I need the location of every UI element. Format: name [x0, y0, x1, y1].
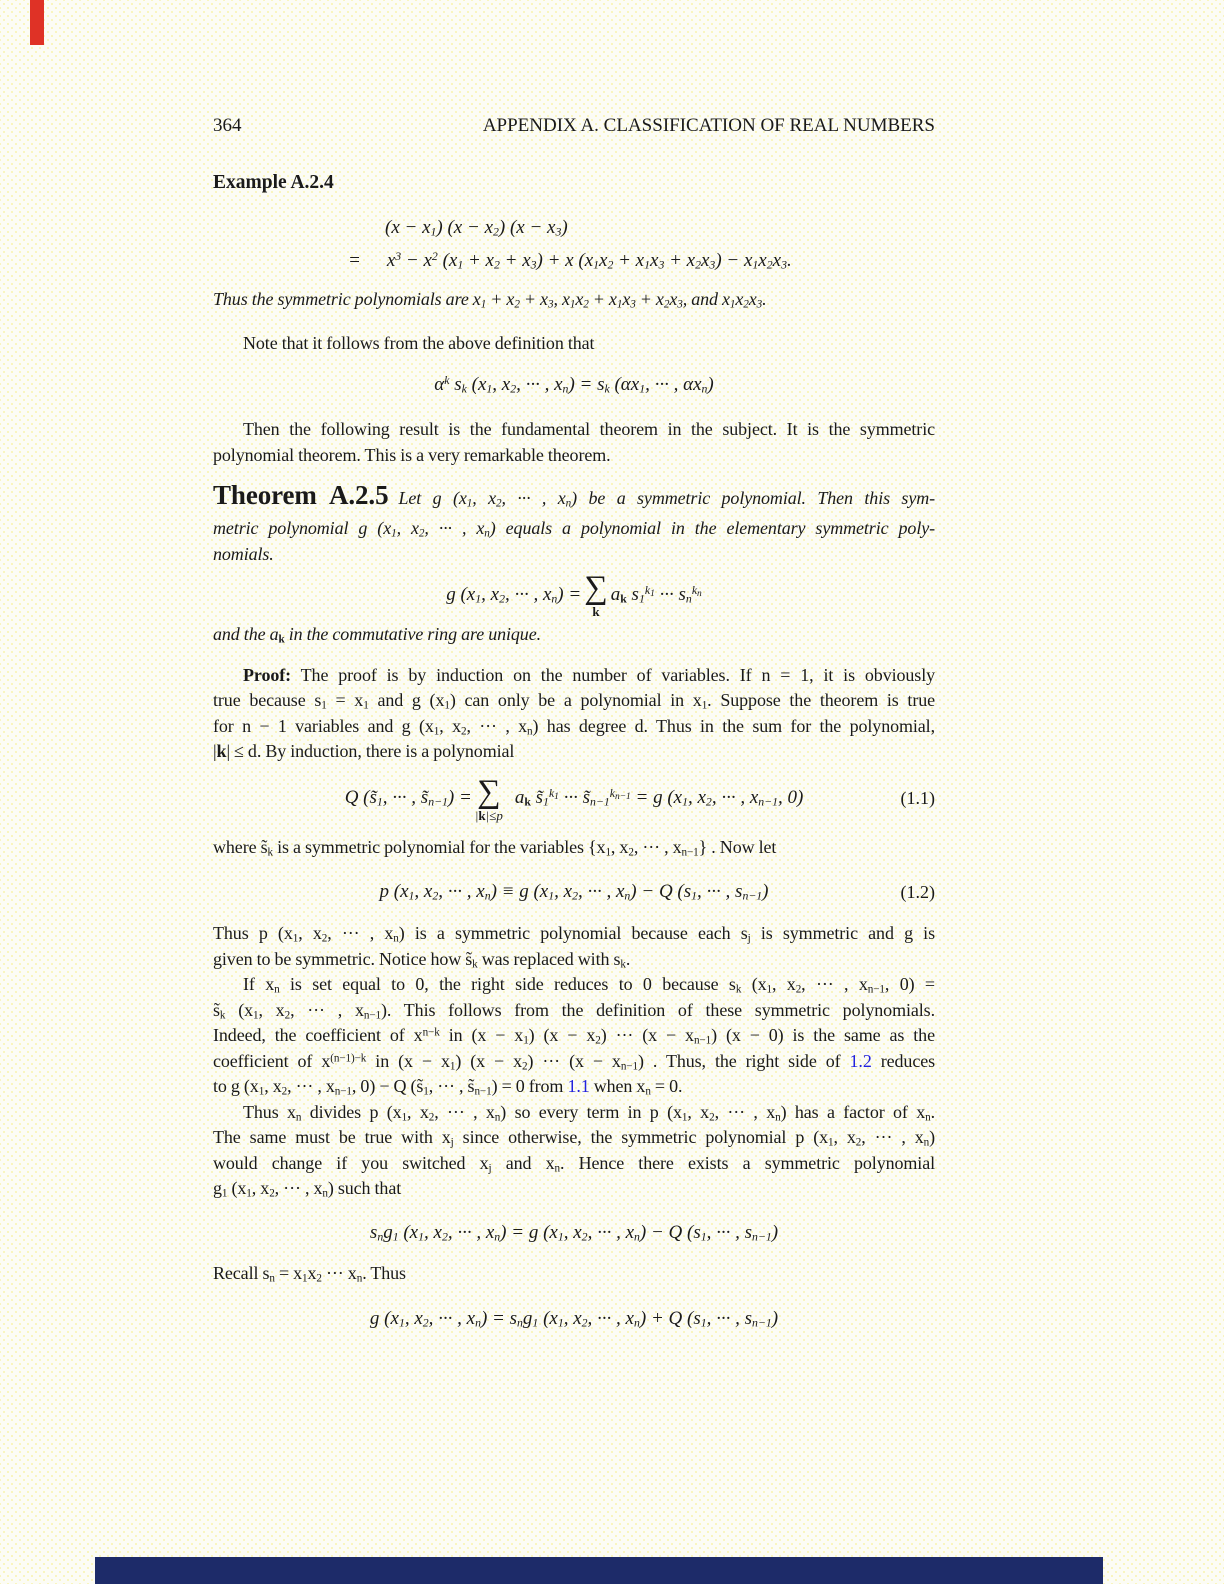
equation-rhs: $a_k$ $s̃_1^{k_1}$ ··· $s̃_{n-1}^{k_{n-1}} = g$ ($x_1$, $x_2$, ··· , $x_{n-1}$, 0) — [514, 787, 804, 809]
equation-body: g ($x_1$, $x_2$, ··· , $x_n) = s_ng_1$ ($x_1$, $x_2$, ··· , $x_n) + Q$ ($s_1$, ··· , $s_{n-1}$) — [369, 1308, 779, 1330]
theorem-equation — [213, 571, 935, 618]
equation-body: $s_ng_1$ ($x_1$, $x_2$, ··· , $x_n) = g$ ($x_1$, $x_2$, ··· , $x_n) - Q$ ($s_1$, ··· , $s_{n-1}$) — [369, 1221, 779, 1244]
page-content — [213, 0, 935, 1336]
text-line: Then the following result is the fundamental theorem in the subject. It is the symmetric — [243, 419, 935, 439]
paragraph-thus-xn — [213, 1100, 935, 1202]
equation-body: $\alpha^k$ $s_k$ ($x_1$, $x_2$, ··· , $x_n) = s_k$ ($\alpha x_1$, ··· , $\alpha x_n$) — [434, 374, 714, 396]
paragraph-thus-p — [213, 921, 935, 972]
example-equation — [213, 212, 935, 278]
equation-rhs: $x^3 - x^2$ $(x_1 + x_2 + x_3) + x$ $(x_1x_2 + x_1x_3 + x_2x_3) - x_1x_2x_3$. — [386, 250, 792, 272]
sigma-limit: k — [592, 604, 600, 619]
text-line: metric polynomial g ($x_1$, $x_2$, ··· , $x_n$) equals a polynomial in the elementary symmetric poly- — [213, 518, 935, 540]
text-line: The same must be true with $x_j$ since otherwise, the symmetric polynomial p ($x_1$, $x_2$, ··· , $x_n$) — [213, 1127, 935, 1149]
example-remark: Thus the symmetric polynomials are $x_1 + x_2 + x_3$, $x_1x_2 + x_1x_3 + x_2x_3$, and $x_1x_2x_3$. — [213, 289, 767, 311]
text-line: coefficient of $x^{(n-1)-k}$ in $(x - x_1)$ $(x - x_2)$ ··· $(x - x_{n-1})$ . Thus, the right side of 1.2 reduces — [213, 1050, 936, 1072]
paragraph-where — [213, 835, 935, 861]
text-line: If $x_n$ is set equal to 0, the right side reduces to 0 because $s_k$ ($x_1$, $x_2$, ··· , $x_{n-1}$, 0) = — [243, 974, 935, 996]
theorem-first-line — [213, 477, 935, 516]
page-number: 364 — [213, 115, 242, 136]
example-heading: Example A.2.4 — [213, 172, 334, 193]
summation — [475, 775, 503, 822]
text-line: true because $s_1 = x_1$ and g $(x_1)$ can only be a polynomial in $x_1$. Suppose the theorem is true — [213, 690, 936, 712]
sigma-symbol: ∑ — [584, 570, 608, 606]
text-line: $g_1$ ($x_1$, $x_2$, ··· , $x_n$) such that — [213, 1178, 402, 1200]
text-line: for n − 1 variables and g ($x_1$, $x_2$, ··· , $x_n$) has degree d. Thus in the sum for the polynomial, — [213, 715, 935, 737]
equation-1-1 — [213, 775, 935, 822]
paragraph-proof — [213, 663, 935, 765]
equation-final — [213, 1302, 935, 1336]
theorem-statement-start: Let g ($x_1$, $x_2$, ··· , $x_n$) be a symmetric polynomial. Then this sym- — [398, 488, 936, 510]
equation-line — [348, 244, 935, 278]
equation-body: p ($x_1$, $x_2$, ··· , $x_n) \equiv g$ ($x_1$, $x_2$, ··· , $x_n) - Q$ ($s_1$, ··· , $s_{n-1}$) — [379, 881, 769, 903]
running-head-title: APPENDIX A. CLASSIFICATION OF REAL NUMBERS — [482, 115, 935, 136]
paragraph-if-xn — [213, 972, 935, 1100]
text-line: Proof: The proof is by induction on the number of variables. If n = 1, it is obviously — [243, 664, 935, 685]
sigma-limit: |k|≤p — [474, 807, 503, 823]
paragraph-note — [213, 331, 935, 357]
text-line: where $s̃_k$ is a symmetric polynomial for the variables {$x_1$, $x_2$, ··· , $x_{n-1}$} . Now let — [213, 836, 777, 858]
equation-number: (1.1) — [900, 788, 935, 808]
summation — [584, 571, 608, 618]
text-line: $s̃_k$ ($x_1$, $x_2$, ··· , $x_{n-1}$). This follows from the definition of these symmetric polynomials. — [213, 999, 935, 1021]
text-line: Indeed, the coefficient of $x^{n-k}$ in $(x - x_1)$ $(x - x_2)$ ··· $(x - x_{n-1})$ (x − 0) is the same as the — [213, 1025, 935, 1047]
paragraph-recall — [213, 1261, 935, 1287]
equation-rhs: $a_k$ $s_1^{k_1}$ ··· $s_n^{k_n}$ — [610, 583, 702, 606]
paragraph-then — [213, 417, 935, 468]
theorem-label: Theorem A.2.5 — [213, 480, 389, 510]
text-line: to g ($x_1$, $x_2$, ··· , $x_{n-1}$, 0) − Q ($s̃_1$, ··· , $s̃_{n-1}) = 0$ from 1.1 when $x_n = 0$. — [213, 1076, 683, 1098]
equation-sn-g1 — [213, 1216, 935, 1250]
running-header — [213, 0, 935, 139]
theorem-block — [213, 477, 935, 567]
text-line: nomials. — [213, 543, 274, 564]
equation-1-2 — [213, 875, 935, 909]
text-line: given to be symmetric. Notice how $s̃_k$ was replaced with $s_k$. — [213, 948, 631, 970]
alpha-scaling-equation — [213, 368, 935, 402]
equation-number: (1.2) — [900, 882, 935, 902]
text-line: Thus p ($x_1$, $x_2$, ··· , $x_n$) is a symmetric polynomial because each $s_j$ is symmetric and g is — [213, 923, 935, 945]
equals-sign: = — [348, 250, 361, 271]
text-line: polynomial theorem. This is a very remarkable theorem. — [213, 444, 611, 465]
scan-artifact-navy — [95, 1557, 1103, 1584]
text-line: would change if you switched $x_j$ and $x_n$. Hence there exists a symmetric polynomial — [213, 1152, 935, 1174]
scan-artifact-red — [30, 0, 44, 45]
text-line: Recall $s_n = x_1x_2$ ··· $x_n$. Thus — [213, 1262, 406, 1284]
text-line: |k| ≤ d. By induction, there is a polynomial — [213, 741, 515, 761]
ref-link[interactable]: 1.1 — [567, 1076, 590, 1096]
text-line: Note that it follows from the above definition that — [243, 332, 595, 353]
equation-line: $(x - x_1)$ $(x - x_2)$ $(x - x_3)$ — [385, 217, 568, 239]
text-line: Thus $x_n$ divides p ($x_1$, $x_2$, ··· , $x_n$) so every term in p ($x_1$, $x_2$, ··· , $x_n$) has a factor of $x_n$. — [243, 1101, 936, 1123]
ref-link[interactable]: 1.2 — [849, 1050, 872, 1071]
theorem-statement-rest — [213, 516, 935, 567]
equation-lhs: g ($x_1$, $x_2$, ··· , $x_n$) = — [446, 583, 582, 606]
sigma-symbol: ∑ — [477, 773, 501, 810]
theorem-tail: and the $a_k$ in the commutative ring are unique. — [213, 624, 541, 646]
equation-lhs: Q ($s̃_1$, ··· , $s̃_{n-1}$) = — [344, 787, 472, 809]
